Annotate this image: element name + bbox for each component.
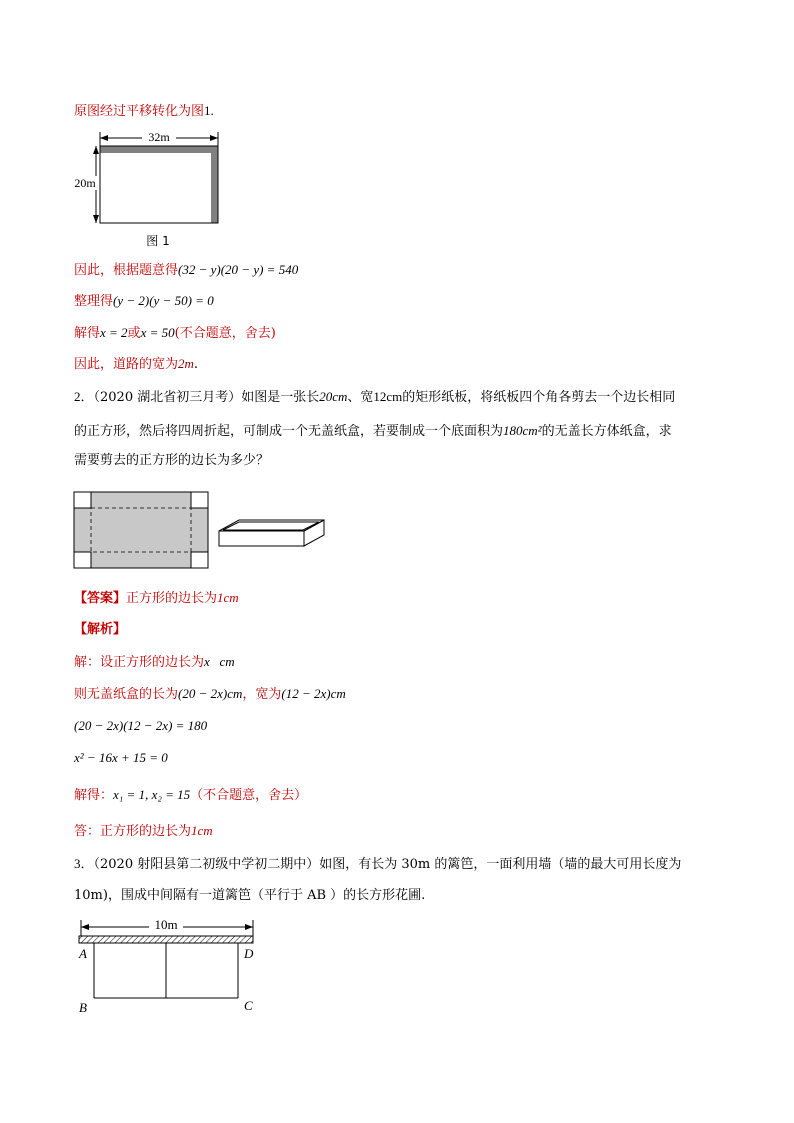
ans2-s3: (20 − 2x)(12 − 2x) = 180	[74, 718, 208, 733]
ans2-s5: 解得：x₁ = 1, x₂ = 15（不合题意，舍去）	[74, 787, 308, 803]
figure-3	[72, 912, 272, 1022]
analysis-tag: 【解析】	[74, 622, 127, 637]
ans2-s6: 答：正方形的边长为1cm	[74, 823, 213, 839]
q3-line2: 10m)，围成中间隔有一道篱笆（平行于 AB ）的长方形花圃.	[74, 888, 426, 903]
ans2-s2: 则无盖纸盒的长为(20 − 2x)cm，宽为(12 − 2x)cm	[74, 686, 346, 702]
sol1-line3: 解得x = 2或x = 50(不合题意，舍去)	[74, 325, 276, 341]
intro-text: 原图经过平移转化为图	[74, 104, 205, 119]
sol1-line1: 因此，根据题意得(32 − y)(20 − y) = 540	[74, 262, 299, 278]
label-B: B	[79, 1000, 87, 1015]
q2-line2: 的正方形，然后将四周折起，可制成一个无盖纸盒，若要制成一个底面积为180cm²的无盖长方体纸盒，求	[74, 423, 672, 439]
q2-number: 2	[74, 389, 81, 404]
figure-2	[72, 491, 332, 571]
fig1-caption: 图 1	[146, 234, 170, 248]
label-A: A	[79, 946, 87, 961]
open-box	[219, 520, 324, 546]
intro-line	[74, 102, 214, 121]
q3-number: 3	[74, 856, 81, 871]
q3-line1: 3．（2020 射阳县第二初级中学初二期中）如图，有长为 30m 的篱笆，一面利用墙（墙的最大可用长度为	[74, 856, 682, 872]
fig1-left-label: 20m	[74, 176, 96, 190]
ans2-s1: 解：设正方形的边长为x cm	[74, 654, 235, 670]
ans2-s4: x² − 16x + 15 = 0	[74, 750, 168, 765]
fig3-top-label: 10m	[154, 917, 178, 932]
fig1-top-label: 32m	[148, 130, 170, 144]
figure-1	[70, 126, 230, 250]
q2-line3: 需要剪去的正方形的边长为多少？	[74, 453, 270, 468]
label-D: D	[244, 946, 254, 961]
intro-period: .	[210, 103, 214, 118]
intro-fig-num: 1	[204, 103, 211, 118]
ans2-analysis	[74, 621, 126, 639]
sol1-line2: 整理得(y − 2)(y − 50) = 0	[74, 293, 214, 309]
ans2-answer: 【答案】正方形的边长为1cm	[74, 590, 239, 606]
answer-tag: 【答案】	[74, 591, 127, 606]
q2-line1: 2．（2020 湖北省初三月考）如图是一张长20cm、宽12cm的矩形纸板，将纸板四个角各剪去一个边长相同	[74, 389, 676, 405]
label-C: C	[244, 998, 253, 1013]
sol1-line4: 因此，道路的宽为2m.	[74, 356, 199, 372]
